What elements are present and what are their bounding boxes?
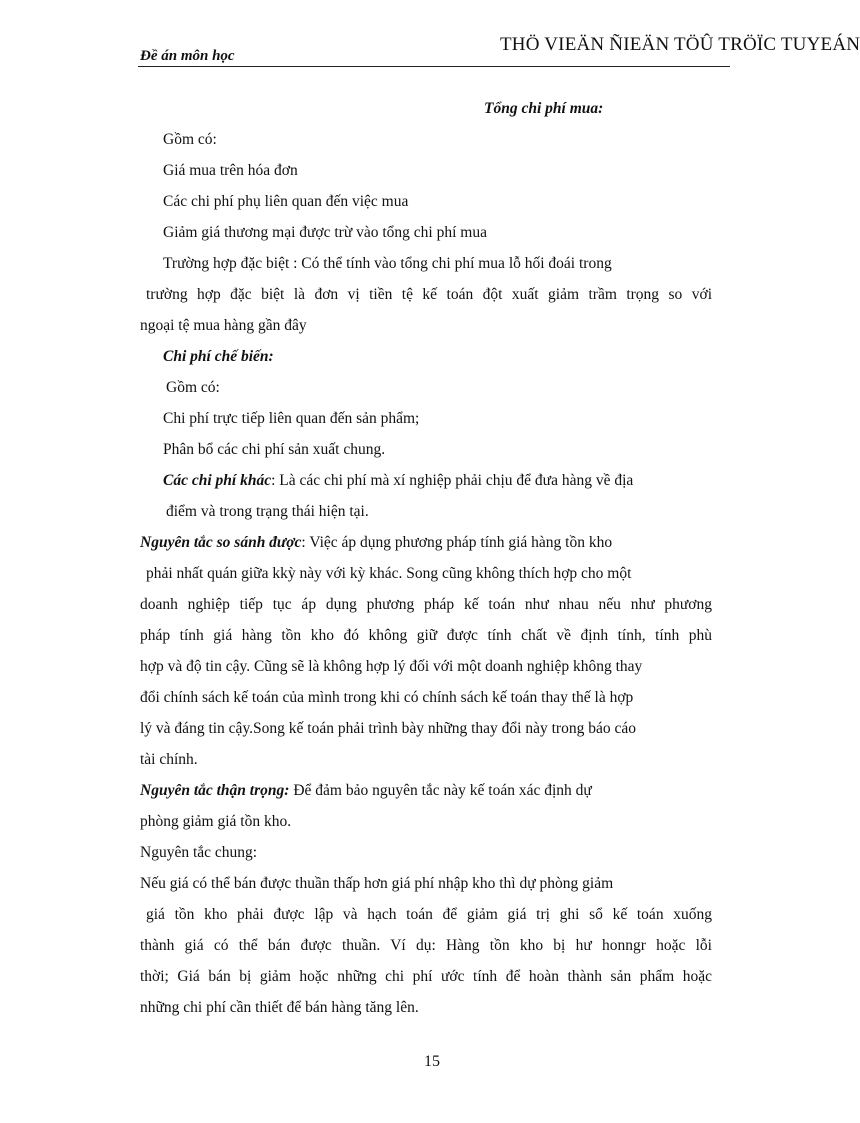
body-line: trường hợp đặc biệt là đơn vị tiền tệ kế toán đột xuất giảm trầm trọng so với xyxy=(146,286,712,303)
body-line xyxy=(140,533,612,553)
body-line: Gồm có: xyxy=(163,131,217,148)
body-line: doanh nghiệp tiếp tục áp dụng phương pháp kế toán như nhau nếu như phương xyxy=(140,596,712,613)
body-line: phòng giảm giá tồn kho. xyxy=(140,813,292,830)
body-line: Nguyên tắc chung: xyxy=(140,844,258,861)
section-heading-other-costs: Các chi phí khác xyxy=(163,472,272,489)
section-heading-comparability-principle: Nguyên tắc so sánh được xyxy=(140,534,302,551)
body-line: đổi chính sách kế toán của mình trong khi có chính sách kế toán thay thế là hợp xyxy=(140,689,634,706)
body-text: Để đảm bảo nguyên tắc này kế toán xác định dự xyxy=(289,782,592,799)
body-line: pháp tính giá hàng tồn kho đó không giữ được tính chất về định tính, tính phù xyxy=(140,627,712,644)
body-line: điểm và trong trạng thái hiện tại. xyxy=(166,503,369,520)
body-line: những chi phí cần thiết để bán hàng tăng lên. xyxy=(140,999,419,1016)
body-line xyxy=(140,781,592,801)
body-line: Chi phí trực tiếp liên quan đến sản phẩm; xyxy=(163,410,420,427)
body-text: : Việc áp dụng phương pháp tính giá hàng tồn kho xyxy=(301,534,613,551)
body-line: ngoại tệ mua hàng gần đây xyxy=(140,317,307,334)
body-line: Phân bổ các chi phí sản xuất chung. xyxy=(163,441,386,458)
body-line: thành giá có thể bán được thuần. Ví dụ: Hàng tồn kho bị hư honngr hoặc lỗi xyxy=(140,937,712,954)
body-line xyxy=(163,347,274,367)
body-line: Giảm giá thương mại được trừ vào tổng chi phí mua xyxy=(163,224,487,241)
body-line xyxy=(484,99,603,119)
header-divider xyxy=(138,66,730,67)
body-line: phải nhất quán giữa kkỳ này với kỳ khác. Song cũng không thích hợp cho một xyxy=(146,565,632,582)
body-line: thời; Giá bán bị giảm hoặc những chi phí ước tính để hoàn thành sản phẩm hoặc xyxy=(140,968,712,985)
body-line: Nếu giá có thể bán được thuần thấp hơn giá phí nhập kho thì dự phòng giảm xyxy=(140,875,614,892)
section-heading-processing-cost: Chi phí chế biến: xyxy=(163,348,274,365)
header-course-label: Đề án môn học xyxy=(140,48,235,64)
body-line: Các chi phí phụ liên quan đến việc mua xyxy=(163,193,409,210)
section-heading-prudence-principle: Nguyên tắc thận trọng: xyxy=(140,782,290,799)
body-line: lý và đáng tin cậy.Song kế toán phải trình bày những thay đổi này trong báo cáo xyxy=(140,720,636,737)
body-text: : Là các chi phí mà xí nghiệp phải chịu để đưa hàng về địa xyxy=(271,472,634,489)
body-line: Gồm có: xyxy=(166,379,220,396)
section-heading-total-purchase-cost: Tổng chi phí mua: xyxy=(484,100,604,117)
header-library-title: THÖ VIEÄN ÑIEÄN TÖÛ TRÖÏC TUYEÁN xyxy=(500,34,860,55)
body-line xyxy=(163,471,633,491)
body-line: tài chính. xyxy=(140,751,198,768)
page-number: 15 xyxy=(424,1053,440,1070)
body-line: Trường hợp đặc biệt : Có thể tính vào tổng chi phí mua lỗ hối đoái trong xyxy=(163,255,612,272)
body-line: giá tồn kho phải được lập và hạch toán để giảm giá trị ghi sổ kế toán xuống xyxy=(146,906,712,923)
body-line: hợp và độ tin cậy. Cũng sẽ là không hợp lý đối với một doanh nghiệp không thay xyxy=(140,658,643,675)
body-line: Giá mua trên hóa đơn xyxy=(163,162,298,179)
